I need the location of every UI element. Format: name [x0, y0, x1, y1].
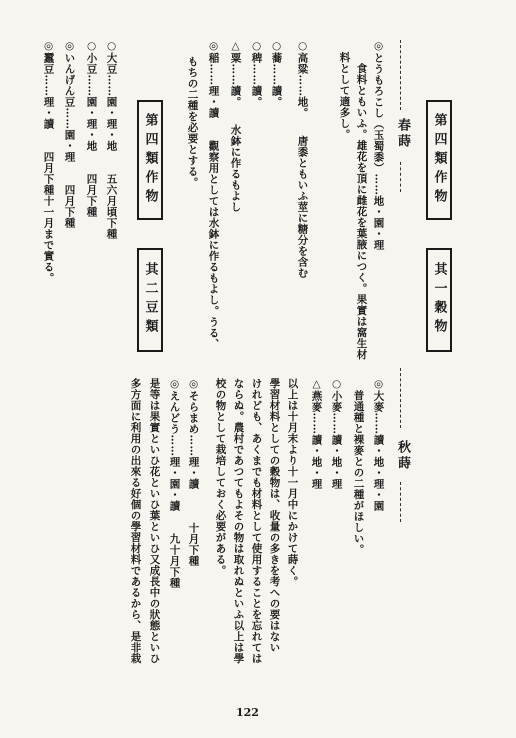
autumn-text-3: けれども、あくまでも材料として使用することを忘れては: [250, 378, 263, 664]
spring-item-1-desc2: 料として適多し。: [338, 52, 351, 140]
autumn-item-3: △燕麥……讀・地・理: [310, 378, 323, 490]
subsection-box-left: 其二豆類: [137, 248, 163, 352]
spring-heading: 春蒔: [395, 118, 410, 150]
autumn-item-2: ○小麥……讀・地・理: [330, 378, 343, 490]
spring-item-1: ◎とうもろこし（玉蜀黍）……地・園・理: [372, 40, 385, 251]
spring-item-1-desc: 食料ともいふ。雄花を頂に雌花を葉腋につく。果實は窩生材: [355, 52, 368, 360]
spring-item-4: ○稗……讀。: [250, 40, 263, 108]
spring-item-6: ◎稲……理・讀 觀察用としては水鉢に作るもよし。うる、: [207, 40, 220, 350]
section-box-left: 第四類作物: [137, 100, 163, 220]
spring-item-2: ○高粱……地。 唐黍ともいふ莖に糖分を含む: [296, 40, 309, 279]
legume-item-1: ○大豆……園・理・地 五六月頃下種: [105, 40, 118, 240]
spring-item-5: △粟……讀。 水鉢に作るもよし: [229, 40, 242, 213]
legume-item-2: ○小豆……園・理・地 四月下種: [85, 40, 98, 218]
dashed-rule-mid2: [400, 482, 401, 522]
closing-text-2: 多方面に利用の出來る好個の學習材料であるから、是非栽: [129, 378, 142, 664]
subsection-box-right: 其一穀物: [426, 248, 452, 352]
autumn-item-1-desc: 普通種と裸麥との二種がほしい。: [352, 390, 365, 555]
closing-text-1: 是等は果實といひ花といひ葉といひ又成長中の狀態といひ: [148, 378, 161, 664]
section-box-right: 第四類作物: [426, 100, 452, 220]
autumn-text-1: 以上は十月末より十一月中にかけて蒔く。: [286, 378, 299, 587]
dashed-rule-top: [400, 40, 401, 110]
legume-item-3: ◎いんげん豆……園・理 四月下種: [63, 40, 76, 229]
autumn-item-1: ◎大麥……讀・地・理・園: [372, 378, 385, 512]
legume-item-5: ◎そらまめ……理・讀 十月下種: [187, 378, 200, 567]
spring-item-3: ○蕎……讀。: [270, 40, 283, 108]
dashed-rule-top2: [400, 162, 401, 192]
autumn-heading: 秋蒔: [395, 440, 410, 472]
page-number: 122: [236, 706, 259, 719]
autumn-text-5: 校の物として栽培しておく必要がある。: [214, 378, 227, 576]
spring-item-6-cont: もちの二種を必要とする。: [186, 56, 199, 188]
autumn-text-4: ならぬ。農村であつてもよその物は取れぬといふ以上は學: [232, 378, 245, 664]
dashed-rule-mid: [400, 368, 401, 428]
legume-item-4: ◎蠶豆……理・讀 四月下種十一月まで實る。: [42, 40, 55, 284]
autumn-text-2: 學習材料としての穀物は、收量の多きを考への要はない: [268, 378, 281, 653]
legume-item-6: ◎えんどう……理・園・讀 九十月下種: [168, 378, 181, 589]
